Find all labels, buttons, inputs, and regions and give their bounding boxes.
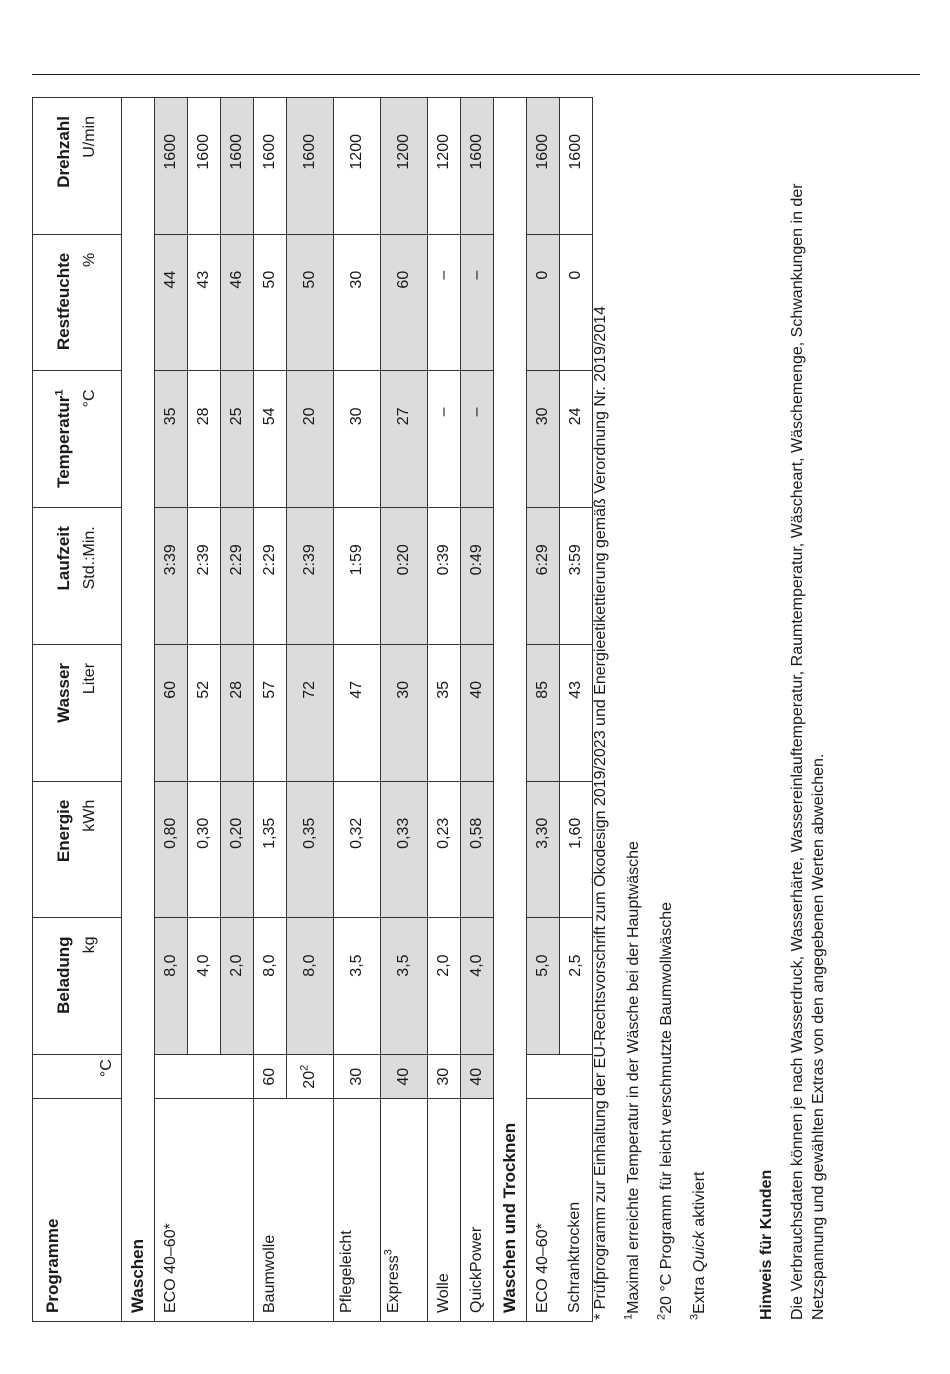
- table-row: [287, 98, 334, 1322]
- row-deg: $20^2$: [287, 1055, 334, 1099]
- row-spin: 1200: [427, 98, 460, 235]
- row-load: 4,0: [460, 918, 493, 1055]
- row-moisture: –: [427, 234, 460, 371]
- row-temperature: –: [427, 371, 460, 508]
- row-water: 60: [155, 644, 188, 781]
- table-row: [221, 98, 254, 1322]
- row-load: 2,0: [221, 918, 254, 1055]
- row-energy: 0,32: [333, 781, 380, 918]
- row-programme: [188, 1099, 221, 1322]
- row-water: 40: [460, 644, 493, 781]
- table-row: [254, 98, 287, 1322]
- row-spin: 1600: [287, 98, 334, 235]
- row-runtime: 0:49: [460, 508, 493, 645]
- consumption-table: [32, 97, 593, 1322]
- header-runtime: Laufzeit Std.:Min.: [33, 508, 122, 645]
- header-programme: Programme: [33, 1099, 122, 1322]
- table-row: [460, 98, 493, 1322]
- row-runtime: 0:39: [427, 508, 460, 645]
- row-moisture: 50: [254, 234, 287, 371]
- table-row: [526, 98, 559, 1322]
- row-temperature: 35: [155, 371, 188, 508]
- table-row: [380, 98, 427, 1322]
- row-energy: 3,30: [526, 781, 559, 918]
- row-water: 35: [427, 644, 460, 781]
- table-row: [559, 98, 592, 1322]
- header-moisture: Restfeuchte %: [33, 234, 122, 371]
- row-runtime: 2:39: [287, 508, 334, 645]
- row-programme: ECO 40–60*: [526, 1099, 559, 1322]
- footnote-3: $^3$Extra Quick aktiviert: [688, 1171, 708, 1320]
- row-temperature: 27: [380, 371, 427, 508]
- row-load: 3,5: [333, 918, 380, 1055]
- row-moisture: 50: [287, 234, 334, 371]
- row-water: 72: [287, 644, 334, 781]
- table-row: [427, 98, 460, 1322]
- footnote-1: $^1$Maximal erreichte Temperatur in der Wäsche bei der Hauptwäsche: [622, 841, 642, 1320]
- row-runtime: 2:29: [254, 508, 287, 645]
- row-energy: 0,23: [427, 781, 460, 918]
- row-runtime: 1:59: [333, 508, 380, 645]
- row-water: 57: [254, 644, 287, 781]
- row-spin: 1600: [460, 98, 493, 235]
- row-energy: 0,20: [221, 781, 254, 918]
- row-moisture: 46: [221, 234, 254, 371]
- row-water: 52: [188, 644, 221, 781]
- row-temperature: 30: [333, 371, 380, 508]
- table-row: [155, 98, 188, 1322]
- row-spin: 1600: [559, 98, 592, 235]
- row-energy: 0,80: [155, 781, 188, 918]
- hint-title: Hinweis für Kunden: [758, 1169, 775, 1320]
- row-moisture: 43: [188, 234, 221, 371]
- hint-text: Die Verbrauchsdaten können je nach Wasserdruck, Wasserhärte, Wassereinlauftemperatur, Raumtemperatur, Wäscheart, Wäschemenge, Schwankungen in der Netzspannung und gewählten Extras von den angegebenen Werten abweichen.: [789, 183, 827, 1320]
- row-energy: 1,35: [254, 781, 287, 918]
- row-programme: ECO 40–60*: [155, 1099, 188, 1322]
- row-deg: [526, 1055, 559, 1099]
- section-row-waschen-trocknen: [493, 98, 526, 1322]
- row-runtime: 3:39: [155, 508, 188, 645]
- row-runtime: 2:29: [221, 508, 254, 645]
- row-spin: 1600: [221, 98, 254, 235]
- row-moisture: 44: [155, 234, 188, 371]
- row-temperature: 54: [254, 371, 287, 508]
- row-spin: 1200: [333, 98, 380, 235]
- footnotes-rotated: [590, 95, 920, 1320]
- header-spin: Drehzahl U/min: [33, 98, 122, 235]
- row-deg: [559, 1055, 592, 1099]
- row-moisture: –: [460, 234, 493, 371]
- row-temperature: 28: [188, 371, 221, 508]
- section-row-waschen: [122, 98, 155, 1322]
- row-load: 3,5: [380, 918, 427, 1055]
- row-load: 4,0: [188, 918, 221, 1055]
- row-temperature: –: [460, 371, 493, 508]
- header-deg-unit: °C: [33, 1055, 122, 1099]
- row-energy: 0,58: [460, 781, 493, 918]
- row-programme: Wolle: [427, 1099, 460, 1322]
- row-temperature: 25: [221, 371, 254, 508]
- row-water: 43: [559, 644, 592, 781]
- row-temperature: 30: [526, 371, 559, 508]
- row-deg: [155, 1055, 188, 1099]
- header-row: [33, 98, 122, 1322]
- row-energy: 0,35: [287, 781, 334, 918]
- row-deg: 40: [380, 1055, 427, 1099]
- row-spin: 1600: [155, 98, 188, 235]
- row-spin: 1600: [254, 98, 287, 235]
- row-spin: 1200: [380, 98, 427, 235]
- row-energy: 0,30: [188, 781, 221, 918]
- header-water: Wasser Liter: [33, 644, 122, 781]
- row-programme: Baumwolle: [254, 1099, 287, 1322]
- row-load: 8,0: [287, 918, 334, 1055]
- row-water: 28: [221, 644, 254, 781]
- row-water: 47: [333, 644, 380, 781]
- footnote-2: $^2$20 °C Programm für leicht verschmutzte Baumwollwäsche: [655, 902, 675, 1320]
- row-moisture: 30: [333, 234, 380, 371]
- row-spin: 1600: [188, 98, 221, 235]
- row-moisture: 0: [526, 234, 559, 371]
- row-deg: 40: [460, 1055, 493, 1099]
- row-programme: [287, 1099, 334, 1322]
- row-moisture: 0: [559, 234, 592, 371]
- row-programme: Schranktrocken: [559, 1099, 592, 1322]
- table-row: [188, 98, 221, 1322]
- row-deg: [221, 1055, 254, 1099]
- row-runtime: 0:20: [380, 508, 427, 645]
- row-spin: 1600: [526, 98, 559, 235]
- top-rule: [32, 74, 920, 75]
- row-deg: 60: [254, 1055, 287, 1099]
- header-temperature: Temperatur$^1$ °C: [33, 371, 122, 508]
- table-row: [333, 98, 380, 1322]
- header-energy: Energie kWh: [33, 781, 122, 918]
- row-runtime: 2:39: [188, 508, 221, 645]
- row-temperature: 20: [287, 371, 334, 508]
- row-energy: 0,33: [380, 781, 427, 918]
- row-deg: 30: [333, 1055, 380, 1099]
- section-title-waschen-trocknen: Waschen und Trocknen: [493, 98, 526, 1322]
- row-temperature: 24: [559, 371, 592, 508]
- row-programme: QuickPower: [460, 1099, 493, 1322]
- row-load: 2,0: [427, 918, 460, 1055]
- row-deg: 30: [427, 1055, 460, 1099]
- row-water: 30: [380, 644, 427, 781]
- row-runtime: 3:59: [559, 508, 592, 645]
- row-load: 2,5: [559, 918, 592, 1055]
- header-load: Beladung kg: [33, 918, 122, 1055]
- row-load: 8,0: [155, 918, 188, 1055]
- row-moisture: 60: [380, 234, 427, 371]
- row-programme: Pflegeleicht: [333, 1099, 380, 1322]
- row-programme: Express$^3$: [380, 1099, 427, 1322]
- row-deg: [188, 1055, 221, 1099]
- footnote-star: * Prüfprogramm zur Einhaltung der EU-Rechtsvorschrift zum Ökodesign 2019/2023 und Energieetikettierung gemäß Verordnung Nr. 2019/2014: [592, 306, 609, 1320]
- section-title-waschen: Waschen: [122, 98, 155, 1322]
- row-runtime: 6:29: [526, 508, 559, 645]
- row-load: 8,0: [254, 918, 287, 1055]
- row-programme: [221, 1099, 254, 1322]
- row-water: 85: [526, 644, 559, 781]
- row-load: 5,0: [526, 918, 559, 1055]
- row-energy: 1,60: [559, 781, 592, 918]
